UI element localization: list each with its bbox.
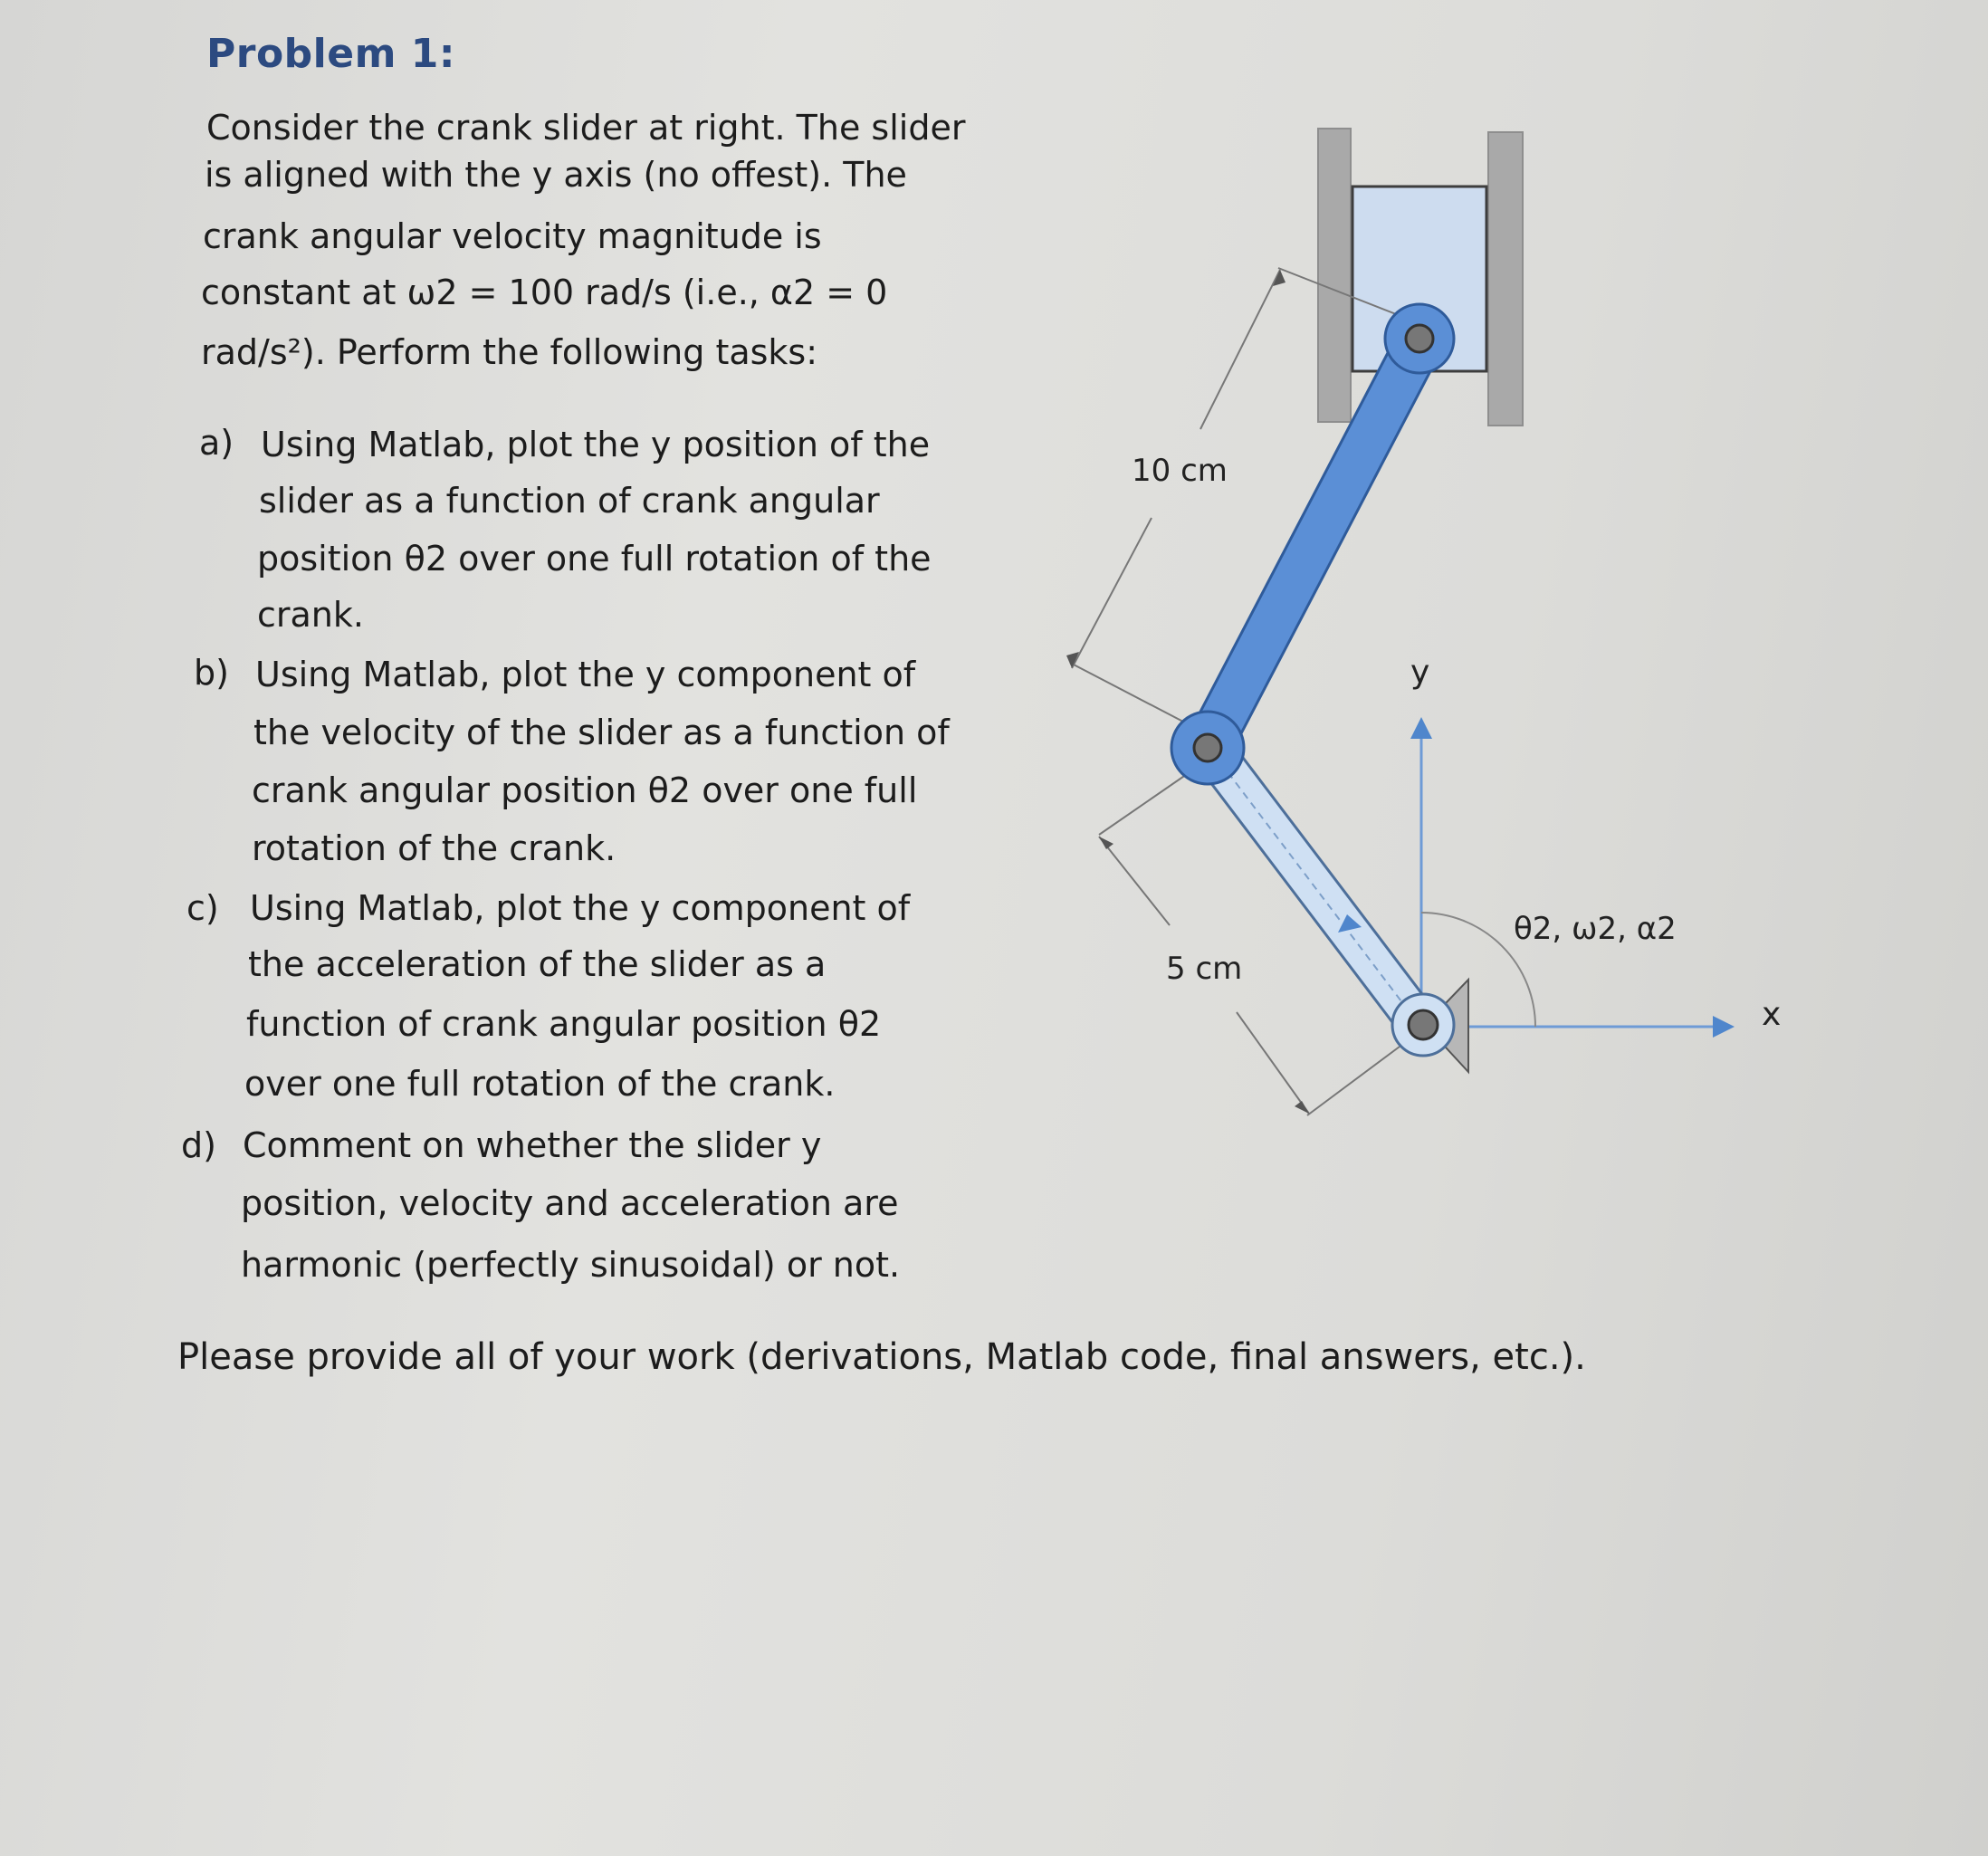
intro-line: constant at ω2 = 100 rad/s (i.e., α2 = 0 (201, 273, 888, 312)
left-guide-rail (1318, 129, 1351, 422)
coupler-link (1209, 339, 1421, 744)
task-label: c) (186, 888, 219, 928)
task-line: Using Matlab, plot the y component of (255, 655, 916, 694)
task-line: Using Matlab, plot the y component of (250, 888, 911, 928)
task-line: over one full rotation of the crank. (244, 1064, 836, 1104)
intro-line: Consider the crank slider at right. The slider (206, 108, 966, 148)
task-line: position θ2 over one full rotation of the (257, 539, 932, 579)
slider-pin (1406, 325, 1433, 352)
task-line: the acceleration of the slider as a (248, 944, 827, 984)
task-label: b) (194, 653, 229, 693)
crank-coupler-pin (1194, 734, 1221, 761)
task-line: position, velocity and acceleration are (241, 1183, 899, 1223)
y-axis-label: y (1410, 654, 1430, 691)
closing-instruction: Please provide all of your work (derivations, Matlab code, final answers, etc.). (177, 1336, 1586, 1378)
task-line: the velocity of the slider as a function of (253, 713, 950, 752)
intro-line: rad/s²). Perform the following tasks: (201, 332, 818, 372)
task-line: crank. (257, 595, 364, 635)
crank-dim-line-upper (1099, 837, 1170, 925)
crank-dim-line-lower (1237, 1012, 1309, 1114)
task-line: Using Matlab, plot the y position of the (261, 425, 931, 464)
task-line: function of crank angular position θ2 (246, 1004, 882, 1044)
crank-length-label: 5 cm (1166, 951, 1243, 987)
task-line: Comment on whether the slider y (243, 1125, 822, 1165)
x-axis-arrow (1713, 1016, 1735, 1038)
coupler-dim-line-upper (1200, 270, 1280, 429)
crank-variables-label: θ2, ω2, α2 (1514, 911, 1677, 947)
intro-line: crank angular velocity magnitude is (203, 216, 822, 256)
task-line: rotation of the crank. (252, 828, 616, 868)
x-axis-label: x (1762, 996, 1782, 1033)
crank-dim-extension-right (1307, 1047, 1400, 1115)
coupler-dim-arrow-top (1273, 270, 1286, 286)
crank-dim-arrow-bottom (1295, 1101, 1309, 1114)
task-line: slider as a function of crank angular (259, 481, 880, 521)
task-label: a) (199, 423, 234, 463)
page-title: Problem 1: (206, 31, 455, 77)
task-label: d) (181, 1125, 216, 1165)
coupler-length-label: 10 cm (1132, 453, 1228, 489)
right-guide-rail (1488, 132, 1523, 426)
task-line: crank angular position θ2 over one full (252, 770, 918, 810)
ground-pin (1409, 1010, 1438, 1039)
task-line: harmonic (perfectly sinusoidal) or not. (241, 1245, 901, 1285)
intro-line: is aligned with the y axis (no offest). The (205, 155, 907, 195)
crank-dim-arrow-top (1099, 837, 1113, 849)
coupler-dim-line-lower (1072, 518, 1152, 668)
y-axis-arrow (1410, 717, 1432, 739)
